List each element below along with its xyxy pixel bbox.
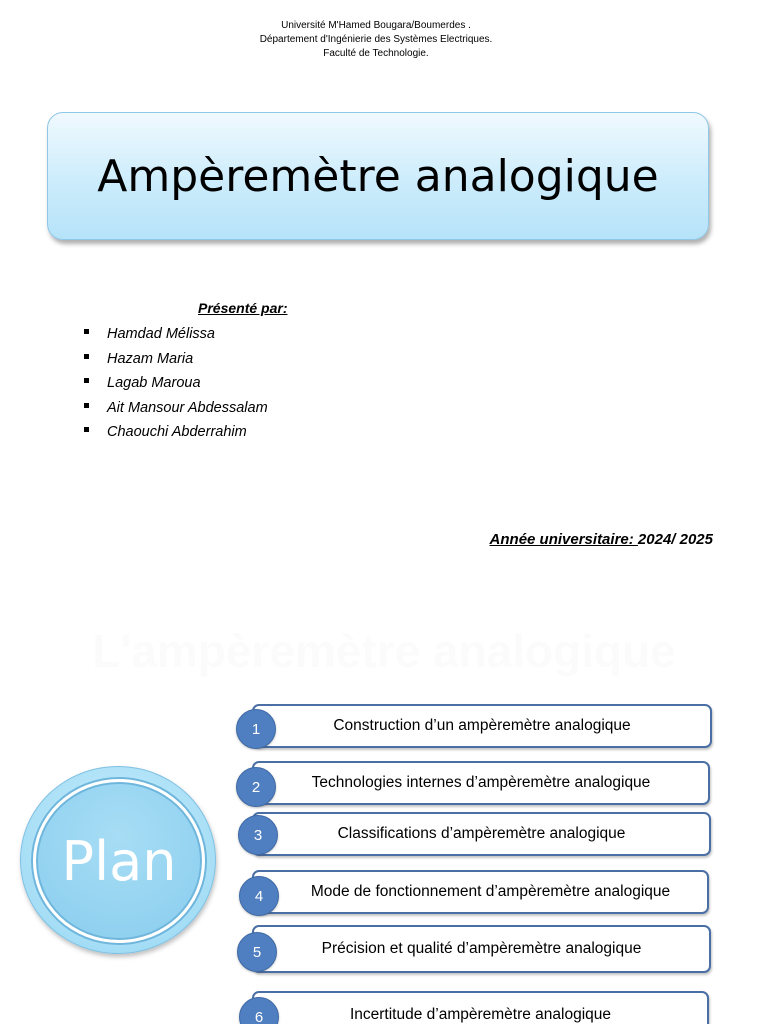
- plan-item-1: [252, 704, 712, 748]
- student-item: [84, 371, 268, 396]
- plan-label: Plan: [61, 829, 177, 893]
- plan-number-badge: 1: [236, 709, 276, 749]
- header-faculty: Faculté de Technologie.: [323, 48, 429, 59]
- student-item: [84, 322, 268, 347]
- plan-number-badge: 6: [239, 997, 279, 1024]
- student-item: [84, 396, 268, 421]
- plan-circle-inner: [33, 779, 205, 943]
- plan-item-text: Mode de fonctionnement d’ampèremètre analogique: [310, 883, 671, 900]
- student-item: [84, 420, 268, 445]
- plan-number-badge: 4: [239, 876, 279, 916]
- title-box: [47, 112, 709, 240]
- university-header: [0, 19, 752, 61]
- plan-item-4: [252, 870, 709, 914]
- square-bullet-icon: [84, 354, 89, 359]
- header-department: Département d'Ingénierie des Systèmes Electriques.: [259, 34, 493, 45]
- plan-item-6: [252, 991, 709, 1024]
- academic-year-label: Année universitaire:: [489, 531, 638, 548]
- student-name: Lagab Maroua: [107, 375, 201, 391]
- plan-item-3: [252, 812, 711, 856]
- square-bullet-icon: [84, 403, 89, 408]
- plan-item-text: Précision et qualité d’ampèremètre analogique: [321, 940, 642, 957]
- square-bullet-icon: [84, 329, 89, 334]
- student-name: Chaouchi Abderrahim: [107, 424, 247, 440]
- student-name: Hazam Maria: [107, 350, 194, 367]
- header-university: Université M'Hamed Bougara/Boumerdes .: [281, 20, 471, 31]
- student-name: Ait Mansour Abdessalam: [107, 399, 268, 416]
- plan-number-badge: 2: [236, 767, 276, 807]
- square-bullet-icon: [84, 378, 89, 383]
- student-item: [84, 347, 268, 372]
- document-title: Ampèremètre analogique: [97, 150, 659, 202]
- academic-year: [490, 531, 713, 548]
- plan-number-badge: 3: [238, 815, 278, 855]
- plan-item-text: Classifications d’ampèremètre analogique: [337, 825, 626, 842]
- student-name: Hamdad Mélissa: [107, 326, 215, 342]
- presented-by-label: Présenté par:: [198, 300, 288, 316]
- plan-circle: [20, 766, 216, 954]
- plan-item-5: [252, 925, 711, 973]
- plan-item-text: Incertitude d’ampèremètre analogique: [349, 1006, 612, 1023]
- plan-item-text: Technologies internes d’ampèremètre analogique: [311, 774, 651, 791]
- student-list: [84, 322, 268, 445]
- academic-year-value: 2024/ 2025: [637, 531, 713, 548]
- plan-item-text: Construction d’un ampèremètre analogique: [333, 717, 631, 734]
- faded-section-title: L'ampèremètre analogique: [92, 625, 676, 677]
- plan-number-badge: 5: [237, 932, 277, 972]
- plan-item-2: [252, 761, 710, 805]
- square-bullet-icon: [84, 427, 89, 432]
